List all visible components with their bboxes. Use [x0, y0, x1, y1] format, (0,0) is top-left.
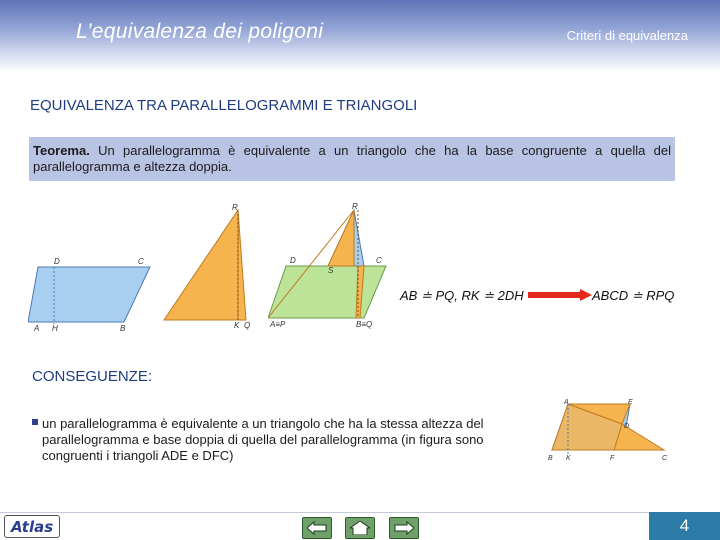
- label-B: B: [120, 324, 126, 332]
- atlas-logo-text: Atlas: [11, 518, 54, 536]
- relation-text-right: ABCD ≐ RPQ: [592, 288, 675, 303]
- cons-label-C: C: [662, 455, 668, 462]
- overlay-label-B-Q: B≡Q: [356, 320, 373, 329]
- parallelogram-figure: [28, 252, 158, 332]
- page-number: 4: [649, 512, 720, 540]
- consequence-figure: [544, 398, 680, 464]
- bullet-line-2: parallelogramma e base doppia di quella del parallelogramma (in figura sono: [42, 432, 484, 447]
- back-button[interactable]: [302, 517, 332, 539]
- home-icon: [350, 521, 370, 535]
- header-bar: [0, 0, 720, 72]
- triangle-right-sliver: [238, 210, 246, 320]
- back-arrow-icon: [307, 521, 327, 535]
- cons-label-F: F: [610, 455, 615, 462]
- cons-label-D: D: [624, 423, 630, 430]
- overlay-label-S: S: [328, 266, 334, 275]
- consequence-triangle-DFC: [614, 424, 664, 450]
- overlay-figure: [268, 200, 390, 330]
- implies-arrow-icon: [528, 289, 592, 301]
- consequences-heading: CONSEGUENZE:: [32, 368, 153, 385]
- triangle-shape: [164, 210, 238, 320]
- overlay-label-R: R: [352, 202, 358, 211]
- theorem-box: [29, 137, 675, 181]
- label-K: K: [234, 321, 240, 330]
- forward-arrow-icon: [394, 521, 414, 535]
- cons-label-A: A: [564, 399, 569, 406]
- bullet-line-1: un parallelogramma è equivalente a un triangolo che ha la stessa altezza del: [42, 416, 484, 431]
- cons-label-K: K: [566, 455, 571, 462]
- parallelogram-shape: [28, 267, 150, 322]
- label-H: H: [52, 324, 58, 332]
- label-D: D: [54, 257, 60, 266]
- cons-label-B: B: [548, 455, 553, 462]
- forward-button[interactable]: [389, 517, 419, 539]
- overlay-label-C: C: [376, 256, 382, 265]
- theorem-text: Un parallelogramma è equivalente a un triangolo che ha la base congruente a quella del parallelogramma e altezza doppia.: [33, 143, 671, 174]
- relation-text-left: AB ≐ PQ, RK ≐ 2DH: [400, 288, 524, 303]
- overlay-label-A-P: A≡P: [270, 320, 286, 329]
- bullet-line-3: congruenti i triangoli ADE e DFC): [42, 448, 234, 463]
- triangle-figure: [162, 202, 257, 330]
- label-Q: Q: [244, 321, 251, 330]
- section-heading: EQUIVALENZA TRA PARALLELOGRAMMI E TRIANGOLI: [30, 97, 418, 114]
- home-button[interactable]: [345, 517, 375, 539]
- overlay-label-D: D: [290, 256, 296, 265]
- theorem-label: Teorema.: [33, 143, 90, 158]
- section-subtitle: Criteri di equivalenza: [566, 28, 688, 43]
- label-R: R: [232, 203, 238, 212]
- label-A: A: [34, 324, 40, 332]
- cons-label-E: E: [628, 399, 633, 406]
- overlay-parallelogram: [268, 266, 386, 318]
- label-C: C: [138, 257, 144, 266]
- page-title: L’equivalenza dei poligoni: [76, 20, 324, 43]
- footer-divider: [0, 512, 720, 513]
- atlas-logo: [4, 515, 60, 538]
- bullet-icon: [32, 419, 38, 425]
- consequence-bullet: [32, 416, 522, 464]
